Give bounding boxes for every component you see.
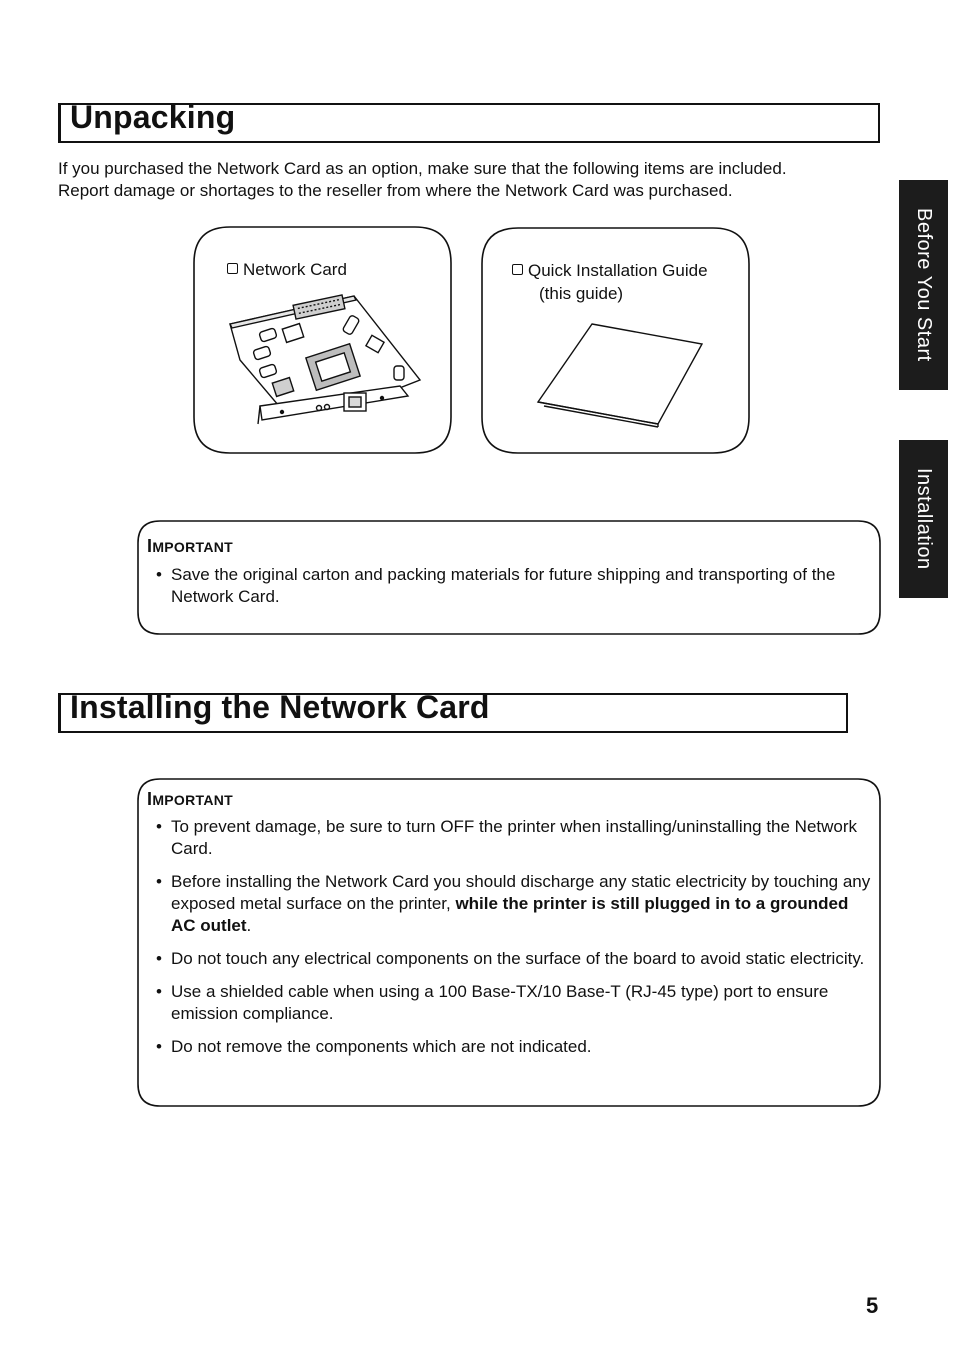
tab-before-you-start[interactable] [899,180,948,390]
intro-line-1: If you purchased the Network Card as an option, make sure that the following items are included. [58,159,787,178]
important-title-initial: I [147,536,153,556]
bullet-2-bold-text: while the printer is still plugged in to a grounded AC outlet [171,894,849,935]
bullet-2-text: Before installing the Network Card you should discharge any static electricity by touching any exposed metal surface on the printer, [171,872,871,913]
important-2-bullet-4: • Use a shielded cable when using a 100 Base-TX/10 Base-T (RJ-45 type) port to ensure emission compliance. [147,981,872,1025]
important-2-bullet-5: • Do not remove the components which are not indicated. [147,1036,872,1058]
important-2-bullet-1: • To prevent damage, be sure to turn OFF the printer when installing/uninstalling the Network Card. [147,816,872,860]
tab-installation-label: Installation [913,468,935,570]
checkbox-icon [512,264,523,275]
network-card-item [227,258,347,281]
page-number: 5 [866,1293,879,1318]
section-title: Installing the Network Card [70,689,490,725]
heading-left-bar [58,693,61,733]
checkbox-icon [227,263,238,274]
important-1-bullets [147,564,872,608]
network-card-label: Network Card [243,260,347,279]
important-box-2 [147,789,872,1069]
important-title-rest: MPORTANT [152,539,233,555]
guide-booklet-illustration [530,320,710,430]
important-title [147,536,872,557]
important-1-bullet: • Save the original carton and packing materials for future shipping and transporting of the Network Card. [147,564,872,608]
guide-label-line-1: Quick Installation Guide [528,261,708,280]
bullet-2-end: . [246,916,252,935]
section-title: Unpacking [70,99,236,135]
tab-before-you-start-label: Before You Start [913,208,935,362]
guide-label-line-2: (this guide) [539,284,624,303]
heading-right-bar [846,693,848,733]
tab-installation[interactable] [899,440,948,598]
important-title-rest: MPORTANT [152,792,233,808]
important-box-1 [147,536,872,619]
important-2-bullet-3: • Do not touch any electrical components on the surface of the board to avoid static electricity. [147,948,872,970]
guide-item [512,259,708,305]
important-title-initial: I [147,789,153,809]
installing-heading [58,689,848,733]
heading-bottom-rule [58,731,848,733]
important-title [147,789,872,810]
network-card-illustration [224,290,434,430]
intro-line-2: Report damage or shortages to the reseller from where the Network Card was purchased. [58,181,733,200]
important-2-bullet-2 [147,871,872,937]
important-2-bullets [147,816,872,1058]
